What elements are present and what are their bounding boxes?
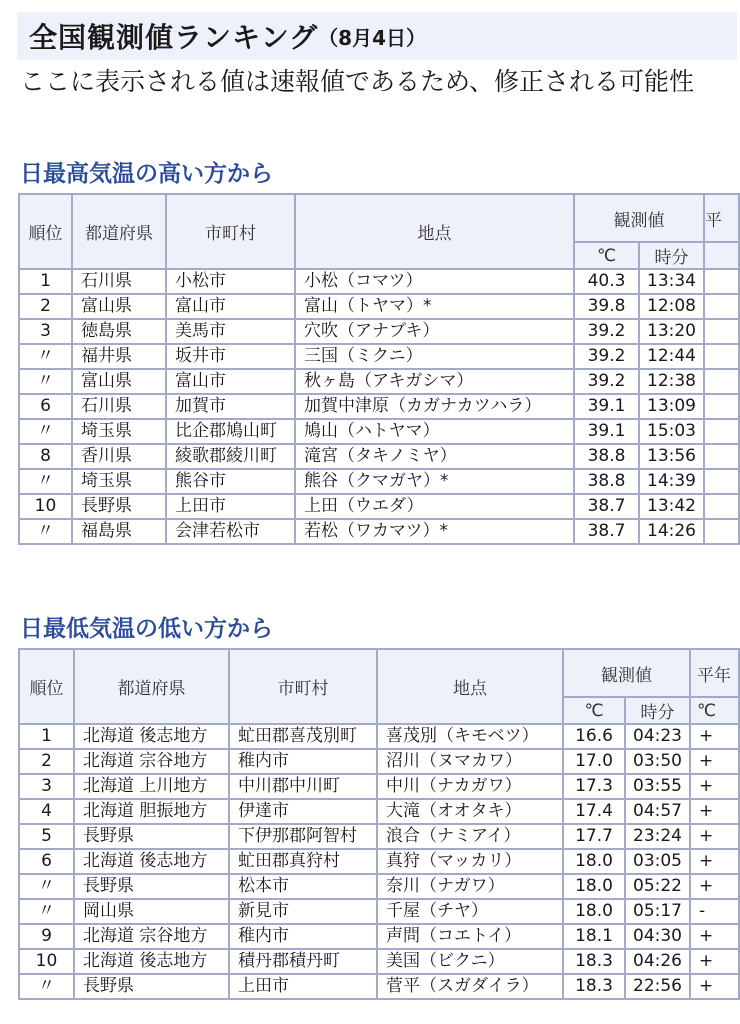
city-cell: 稚内市 [229, 924, 377, 949]
extra-cell: + [690, 774, 739, 799]
time-cell: 14:26 [639, 519, 704, 544]
station-cell: 熊谷（クマガヤ）* [295, 469, 574, 494]
city-cell: 虻田郡喜茂別町 [229, 724, 377, 749]
table-row [19, 369, 739, 394]
header-pref: 都道府県 [72, 194, 166, 269]
extra-cell [704, 444, 739, 469]
extra-cell: + [690, 874, 739, 899]
time-cell: 14:39 [639, 469, 704, 494]
rank-cell: 〃 [19, 344, 72, 369]
city-cell: 熊谷市 [166, 469, 295, 494]
city-cell: 稚内市 [229, 749, 377, 774]
time-cell: 12:38 [639, 369, 704, 394]
station-cell: 加賀中津原（カガナカツハラ） [295, 394, 574, 419]
table-row [19, 849, 739, 874]
header-city: 市町村 [229, 649, 377, 724]
header-station: 地点 [295, 194, 574, 269]
value-cell: 18.0 [563, 899, 625, 924]
station-cell: 千屋（チヤ） [377, 899, 563, 924]
table-row [19, 469, 739, 494]
pref-cell: 福井県 [72, 344, 166, 369]
table-row [19, 924, 739, 949]
page-title-bar [17, 12, 737, 60]
station-cell: 鳩山（ハトヤマ） [295, 419, 574, 444]
pref-cell: 北海道 後志地方 [74, 849, 229, 874]
value-cell: 38.7 [574, 494, 639, 519]
high-temp-table [18, 193, 740, 545]
pref-cell: 徳島県 [72, 319, 166, 344]
rank-cell: 〃 [19, 974, 74, 999]
rank-cell: 4 [19, 799, 74, 824]
pref-cell: 北海道 後志地方 [74, 949, 229, 974]
value-cell: 18.0 [563, 874, 625, 899]
extra-cell [704, 369, 739, 394]
time-cell: 05:17 [625, 899, 690, 924]
header-station: 地点 [377, 649, 563, 724]
header-observed: 観測値 [574, 194, 704, 242]
table-row [19, 824, 739, 849]
station-cell: 美国（ビクニ） [377, 949, 563, 974]
extra-cell: + [690, 924, 739, 949]
rank-cell: 9 [19, 924, 74, 949]
table-row [19, 294, 739, 319]
header-unit: ℃ [574, 242, 639, 269]
station-cell: 沼川（ヌマカワ） [377, 749, 563, 774]
header-unit: ℃ [563, 697, 625, 724]
station-cell: 真狩（マッカリ） [377, 849, 563, 874]
table-row [19, 419, 739, 444]
time-cell: 13:56 [639, 444, 704, 469]
value-cell: 40.3 [574, 269, 639, 294]
pref-cell: 北海道 宗谷地方 [74, 749, 229, 774]
rank-cell: 8 [19, 444, 72, 469]
time-cell: 03:50 [625, 749, 690, 774]
pref-cell: 北海道 上川地方 [74, 774, 229, 799]
rank-cell: 10 [19, 494, 72, 519]
page-title: 全国観測値ランキング [29, 21, 319, 54]
value-cell: 17.7 [563, 824, 625, 849]
pref-cell: 長野県 [72, 494, 166, 519]
header-extra-sub [704, 242, 739, 269]
extra-cell: + [690, 974, 739, 999]
station-cell: 大滝（オオタキ） [377, 799, 563, 824]
value-cell: 39.8 [574, 294, 639, 319]
table-row [19, 394, 739, 419]
station-cell: 喜茂別（キモベツ） [377, 724, 563, 749]
rank-cell: 〃 [19, 519, 72, 544]
city-cell: 加賀市 [166, 394, 295, 419]
pref-cell: 埼玉県 [72, 469, 166, 494]
pref-cell: 香川県 [72, 444, 166, 469]
station-cell: 上田（ウエダ） [295, 494, 574, 519]
extra-cell: + [690, 824, 739, 849]
city-cell: 美馬市 [166, 319, 295, 344]
table-row [19, 519, 739, 544]
rank-cell: 〃 [19, 369, 72, 394]
page-date: （8月4日） [318, 25, 427, 50]
station-cell: 滝宮（タキノミヤ） [295, 444, 574, 469]
pref-cell: 富山県 [72, 294, 166, 319]
table-row [19, 774, 739, 799]
station-cell: 三国（ミクニ） [295, 344, 574, 369]
pref-cell: 福島県 [72, 519, 166, 544]
value-cell: 17.0 [563, 749, 625, 774]
rank-cell: 1 [19, 269, 72, 294]
table-row [19, 749, 739, 774]
city-cell: 積丹郡積丹町 [229, 949, 377, 974]
time-cell: 12:44 [639, 344, 704, 369]
pref-cell: 長野県 [74, 874, 229, 899]
time-cell: 04:26 [625, 949, 690, 974]
extra-cell [704, 469, 739, 494]
table-row [19, 269, 739, 294]
header-rank: 順位 [19, 194, 72, 269]
rank-cell: 〃 [19, 899, 74, 924]
value-cell: 17.4 [563, 799, 625, 824]
header-extra: 平年 [690, 649, 739, 697]
city-cell: 新見市 [229, 899, 377, 924]
time-cell: 04:23 [625, 724, 690, 749]
table-row [19, 949, 739, 974]
time-cell: 13:34 [639, 269, 704, 294]
city-cell: 伊達市 [229, 799, 377, 824]
time-cell: 12:08 [639, 294, 704, 319]
header-extra: 平 [704, 194, 739, 242]
table-row [19, 899, 739, 924]
rank-cell: 3 [19, 774, 74, 799]
value-cell: 39.2 [574, 344, 639, 369]
value-cell: 39.1 [574, 394, 639, 419]
city-cell: 松本市 [229, 874, 377, 899]
value-cell: 38.8 [574, 444, 639, 469]
time-cell: 15:03 [639, 419, 704, 444]
station-cell: 小松（コマツ） [295, 269, 574, 294]
pref-cell: 長野県 [74, 824, 229, 849]
time-cell: 05:22 [625, 874, 690, 899]
table-row [19, 799, 739, 824]
value-cell: 39.2 [574, 319, 639, 344]
value-cell: 39.1 [574, 419, 639, 444]
table-row [19, 344, 739, 369]
extra-cell [704, 394, 739, 419]
extra-cell: + [690, 749, 739, 774]
station-cell: 富山（トヤマ）* [295, 294, 574, 319]
notice-text: ここに表示される値は速報値であるため、修正される可能性 [20, 67, 695, 96]
pref-cell: 岡山県 [74, 899, 229, 924]
value-cell: 18.0 [563, 849, 625, 874]
city-cell: 小松市 [166, 269, 295, 294]
time-cell: 13:42 [639, 494, 704, 519]
extra-cell [704, 494, 739, 519]
city-cell: 上田市 [166, 494, 295, 519]
extra-cell [704, 519, 739, 544]
header-rank: 順位 [19, 649, 74, 724]
city-cell: 坂井市 [166, 344, 295, 369]
header-time: 時分 [625, 697, 690, 724]
extra-cell [704, 319, 739, 344]
extra-cell [704, 344, 739, 369]
value-cell: 38.8 [574, 469, 639, 494]
city-cell: 富山市 [166, 369, 295, 394]
extra-cell: - [690, 899, 739, 924]
rank-cell: 6 [19, 849, 74, 874]
pref-cell: 北海道 後志地方 [74, 724, 229, 749]
pref-cell: 長野県 [74, 974, 229, 999]
pref-cell: 北海道 宗谷地方 [74, 924, 229, 949]
pref-cell: 石川県 [72, 394, 166, 419]
extra-cell: + [690, 949, 739, 974]
city-cell: 比企郡鳩山町 [166, 419, 295, 444]
value-cell: 38.7 [574, 519, 639, 544]
value-cell: 16.6 [563, 724, 625, 749]
city-cell: 中川郡中川町 [229, 774, 377, 799]
station-cell: 秋ヶ島（アキガシマ） [295, 369, 574, 394]
city-cell: 富山市 [166, 294, 295, 319]
pref-cell: 北海道 胆振地方 [74, 799, 229, 824]
pref-cell: 石川県 [72, 269, 166, 294]
time-cell: 22:56 [625, 974, 690, 999]
rank-cell: 〃 [19, 874, 74, 899]
rank-cell: 2 [19, 294, 72, 319]
high-section-title: 日最高気温の高い方から [20, 161, 273, 187]
station-cell: 声問（コエトイ） [377, 924, 563, 949]
time-cell: 13:20 [639, 319, 704, 344]
extra-cell [704, 294, 739, 319]
city-cell: 綾歌郡綾川町 [166, 444, 295, 469]
pref-cell: 埼玉県 [72, 419, 166, 444]
time-cell: 23:24 [625, 824, 690, 849]
extra-cell [704, 419, 739, 444]
low-section-title: 日最低気温の低い方から [20, 616, 273, 642]
city-cell: 上田市 [229, 974, 377, 999]
low-temp-table [18, 648, 740, 1000]
rank-cell: 10 [19, 949, 74, 974]
value-cell: 18.3 [563, 949, 625, 974]
extra-cell: + [690, 849, 739, 874]
value-cell: 39.2 [574, 369, 639, 394]
city-cell: 下伊那郡阿智村 [229, 824, 377, 849]
header-time: 時分 [639, 242, 704, 269]
station-cell: 若松（ワカマツ）* [295, 519, 574, 544]
extra-cell: + [690, 724, 739, 749]
city-cell: 会津若松市 [166, 519, 295, 544]
rank-cell: 〃 [19, 469, 72, 494]
header-extra-unit: ℃ [690, 697, 739, 724]
rank-cell: 1 [19, 724, 74, 749]
rank-cell: 〃 [19, 419, 72, 444]
table-row [19, 444, 739, 469]
value-cell: 18.1 [563, 924, 625, 949]
time-cell: 04:30 [625, 924, 690, 949]
rank-cell: 2 [19, 749, 74, 774]
station-cell: 穴吹（アナブキ） [295, 319, 574, 344]
station-cell: 浪合（ナミアイ） [377, 824, 563, 849]
rank-cell: 6 [19, 394, 72, 419]
table-row [19, 319, 739, 344]
header-observed: 観測値 [563, 649, 690, 697]
rank-cell: 3 [19, 319, 72, 344]
pref-cell: 富山県 [72, 369, 166, 394]
time-cell: 03:55 [625, 774, 690, 799]
station-cell: 中川（ナカガワ） [377, 774, 563, 799]
station-cell: 菅平（スガダイラ） [377, 974, 563, 999]
city-cell: 虻田郡真狩村 [229, 849, 377, 874]
time-cell: 03:05 [625, 849, 690, 874]
table-row [19, 724, 739, 749]
table-row [19, 974, 739, 999]
time-cell: 04:57 [625, 799, 690, 824]
extra-cell [704, 269, 739, 294]
extra-cell: + [690, 799, 739, 824]
header-city: 市町村 [166, 194, 295, 269]
station-cell: 奈川（ナガワ） [377, 874, 563, 899]
table-row [19, 874, 739, 899]
table-row [19, 494, 739, 519]
header-pref: 都道府県 [74, 649, 229, 724]
time-cell: 13:09 [639, 394, 704, 419]
rank-cell: 5 [19, 824, 74, 849]
value-cell: 17.3 [563, 774, 625, 799]
value-cell: 18.3 [563, 974, 625, 999]
